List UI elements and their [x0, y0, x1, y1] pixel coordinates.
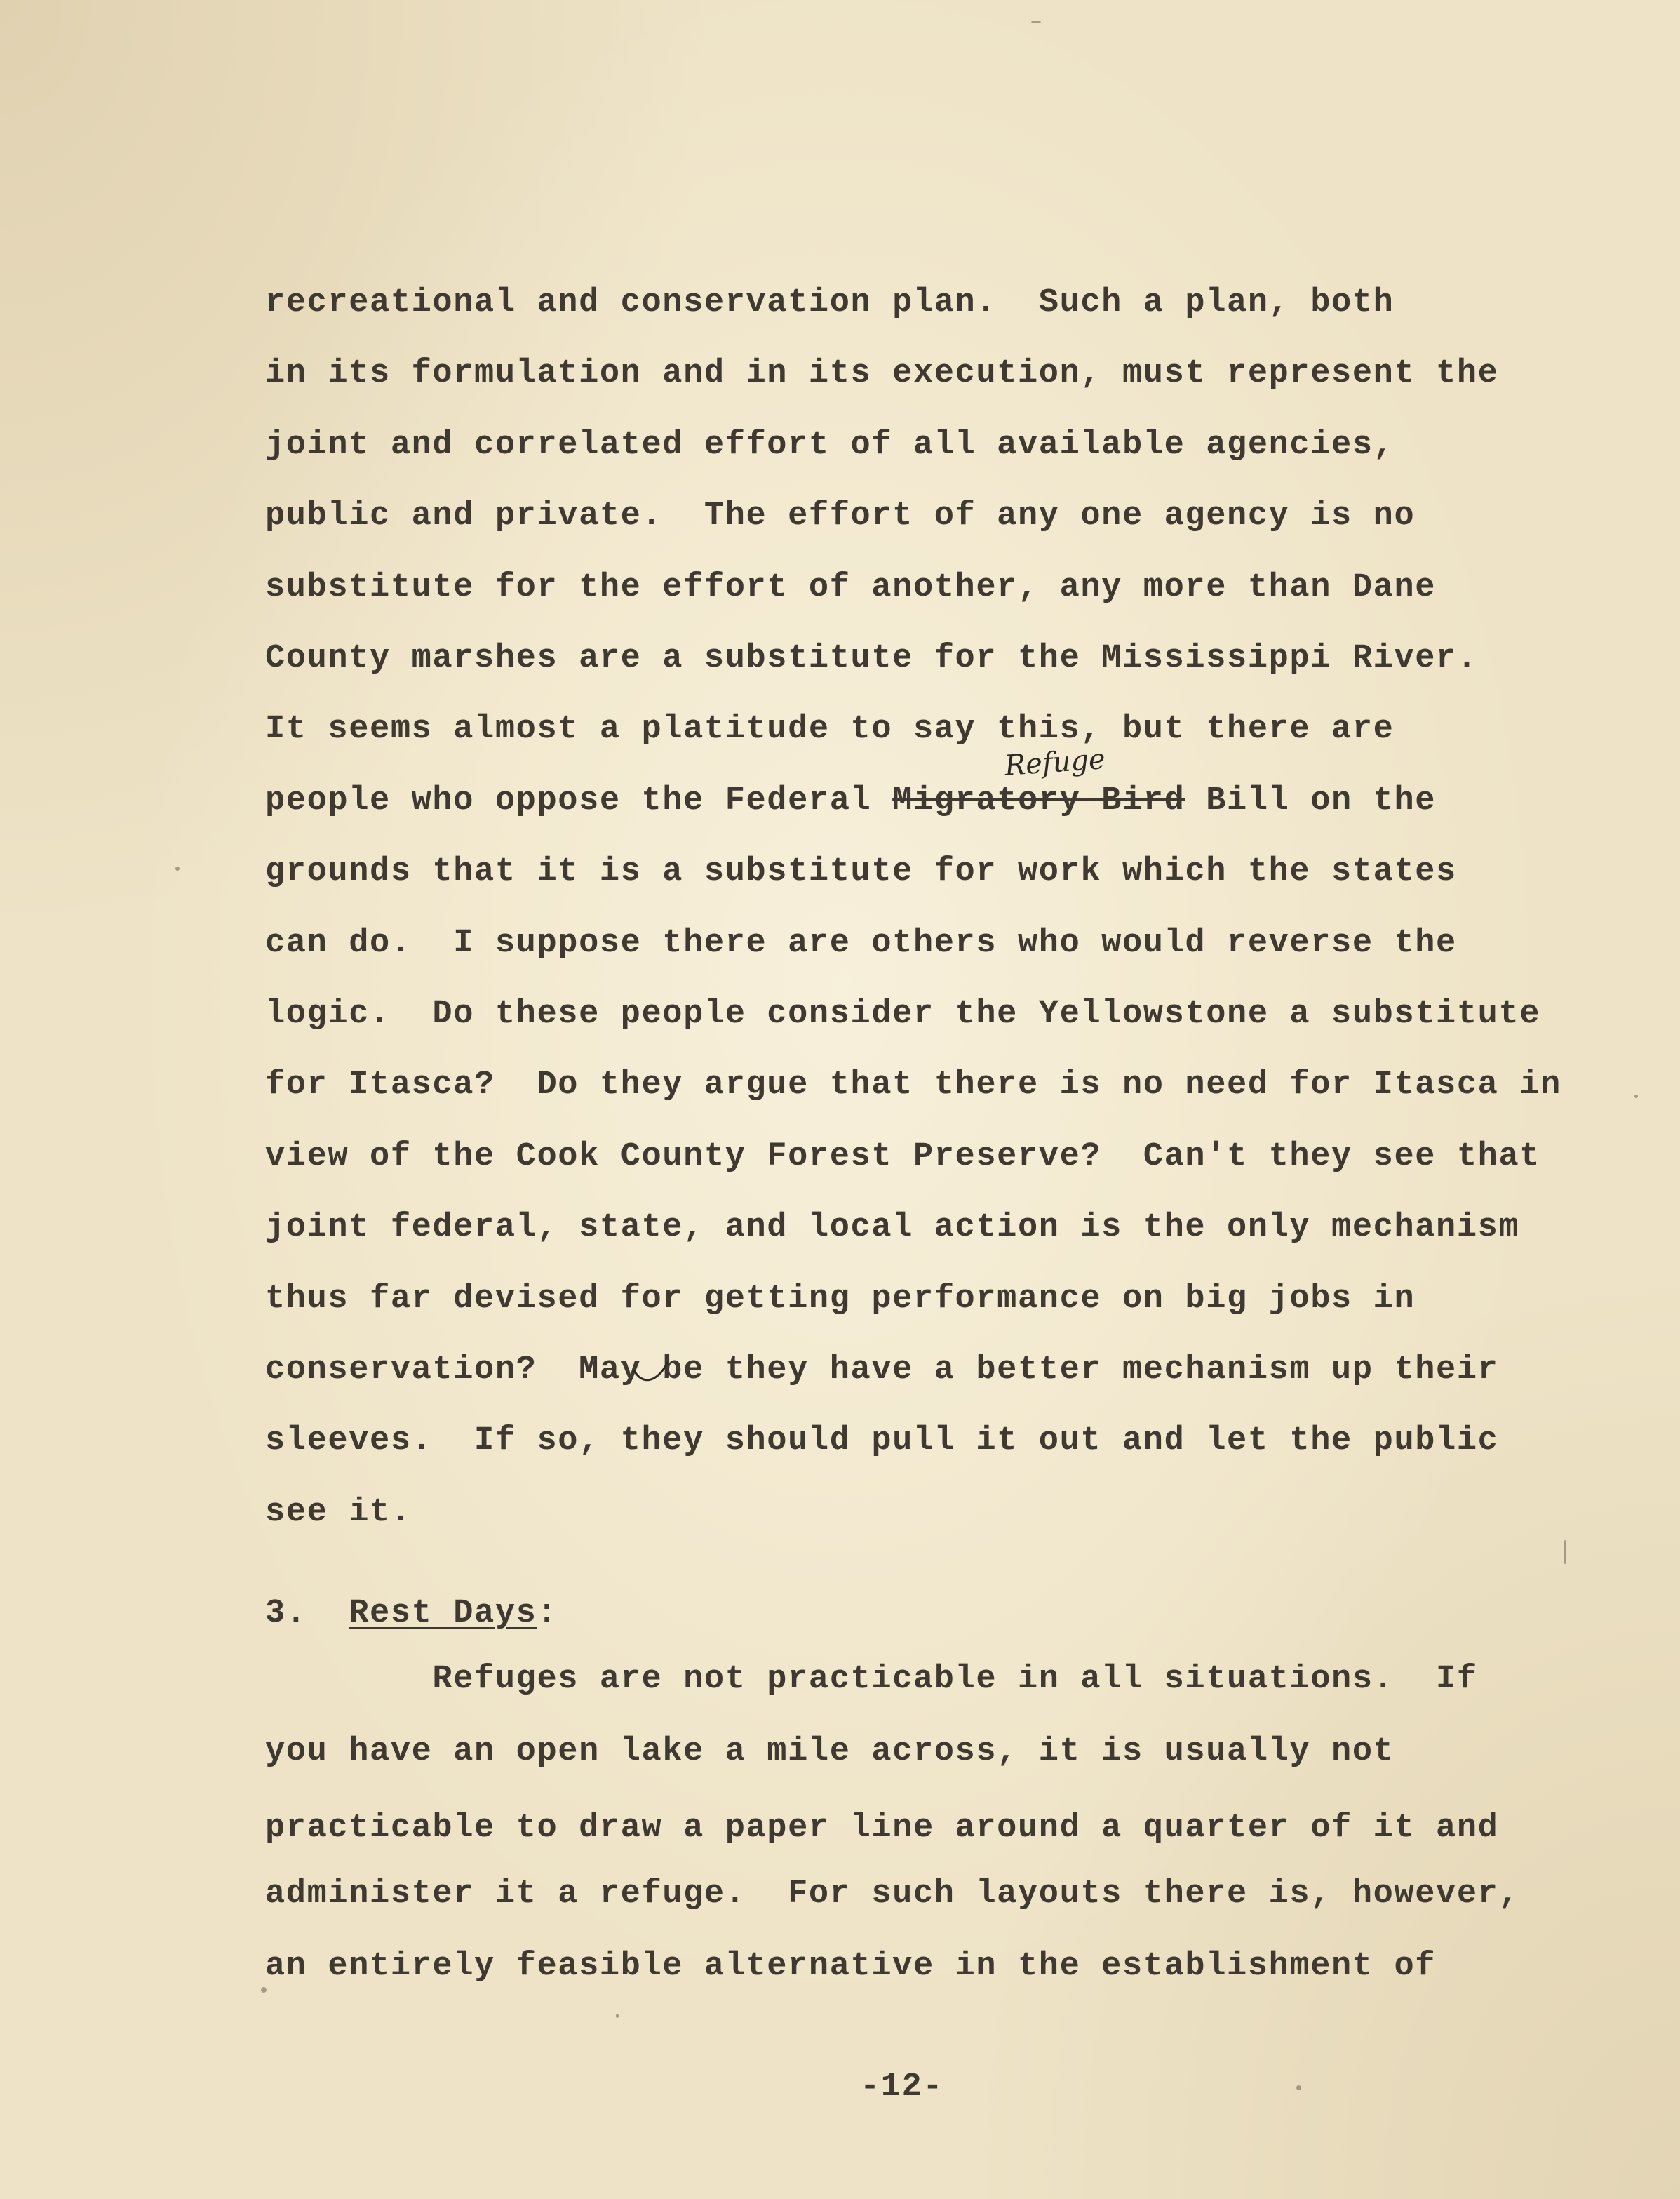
section-title: Rest Days — [349, 1595, 537, 1632]
text-line-9: grounds that it is a substitute for work which the states — [265, 853, 1457, 890]
section-number: 3. — [265, 1595, 307, 1632]
paper-speck — [1296, 2085, 1301, 2090]
text-line-6: County marshes are a substitute for the Mississippi River. — [265, 640, 1478, 677]
line-before-strike: people who oppose the Federal — [265, 782, 893, 820]
section-line-3: practicable to draw a paper line around a quarter of it and — [265, 1810, 1499, 1847]
paper-speck — [1564, 1540, 1566, 1564]
paper-speck — [1031, 21, 1041, 23]
paper-speck — [175, 867, 180, 871]
text-line-12: for Itasca? Do they argue that there is no need for Itasca in — [265, 1067, 1561, 1104]
text-line-1: recreational and conservation plan. Such a plan, both — [265, 284, 1395, 321]
text-line-17: sleeves. If so, they should pull it out and let the public — [265, 1422, 1499, 1459]
text-line-11: logic. Do these people consider the Yellowstone a substitute — [265, 996, 1541, 1033]
section-line-1: Refuges are not practicable in all situations. If — [265, 1661, 1478, 1698]
text-line-14: joint federal, state, and local action is the only mechanism — [265, 1209, 1520, 1246]
text-line-2: in its formulation and in its execution, must represent the — [265, 355, 1499, 392]
section-line-5: an entirely feasible alternative in the establishment of — [265, 1948, 1437, 1985]
handwritten-insertion: Refuge — [1003, 743, 1107, 782]
paper-speck — [1634, 1095, 1638, 1098]
line-after-strike: Bill on the — [1185, 782, 1437, 820]
section-line-2: you have an open lake a mile across, it is usually not — [265, 1733, 1395, 1770]
text-line-15: thus far devised for getting performance on big jobs in — [265, 1281, 1416, 1318]
text-line-18: see it. — [265, 1494, 412, 1531]
struck-text: Migratory Bird — [892, 782, 1185, 820]
text-line-10: can do. I suppose there are others who would reverse the — [265, 925, 1457, 962]
paper-speck — [616, 2014, 619, 2018]
text-line-16: conservation? May be they have a better mechanism up their — [265, 1351, 1499, 1389]
section-line-4: administer it a refuge. For such layouts there is, however, — [265, 1876, 1520, 1913]
text-line-4: public and private. The effort of any one agency is no — [265, 497, 1416, 535]
section-colon: : — [537, 1595, 558, 1632]
page-number: -12- — [860, 2068, 944, 2106]
text-line-7: It seems almost a platitude to say this, but there are — [265, 711, 1395, 748]
text-line-8 — [265, 780, 1436, 822]
text-line-3: joint and correlated effort of all available agencies, — [265, 427, 1395, 464]
section-heading — [265, 1593, 558, 1635]
text-line-13: view of the Cook County Forest Preserve? Can't they see that — [265, 1138, 1541, 1175]
text-line-5: substitute for the effort of another, any more than Dane — [265, 569, 1437, 606]
paper-speck — [261, 1987, 267, 1993]
hand-correction-mark — [631, 1358, 673, 1386]
